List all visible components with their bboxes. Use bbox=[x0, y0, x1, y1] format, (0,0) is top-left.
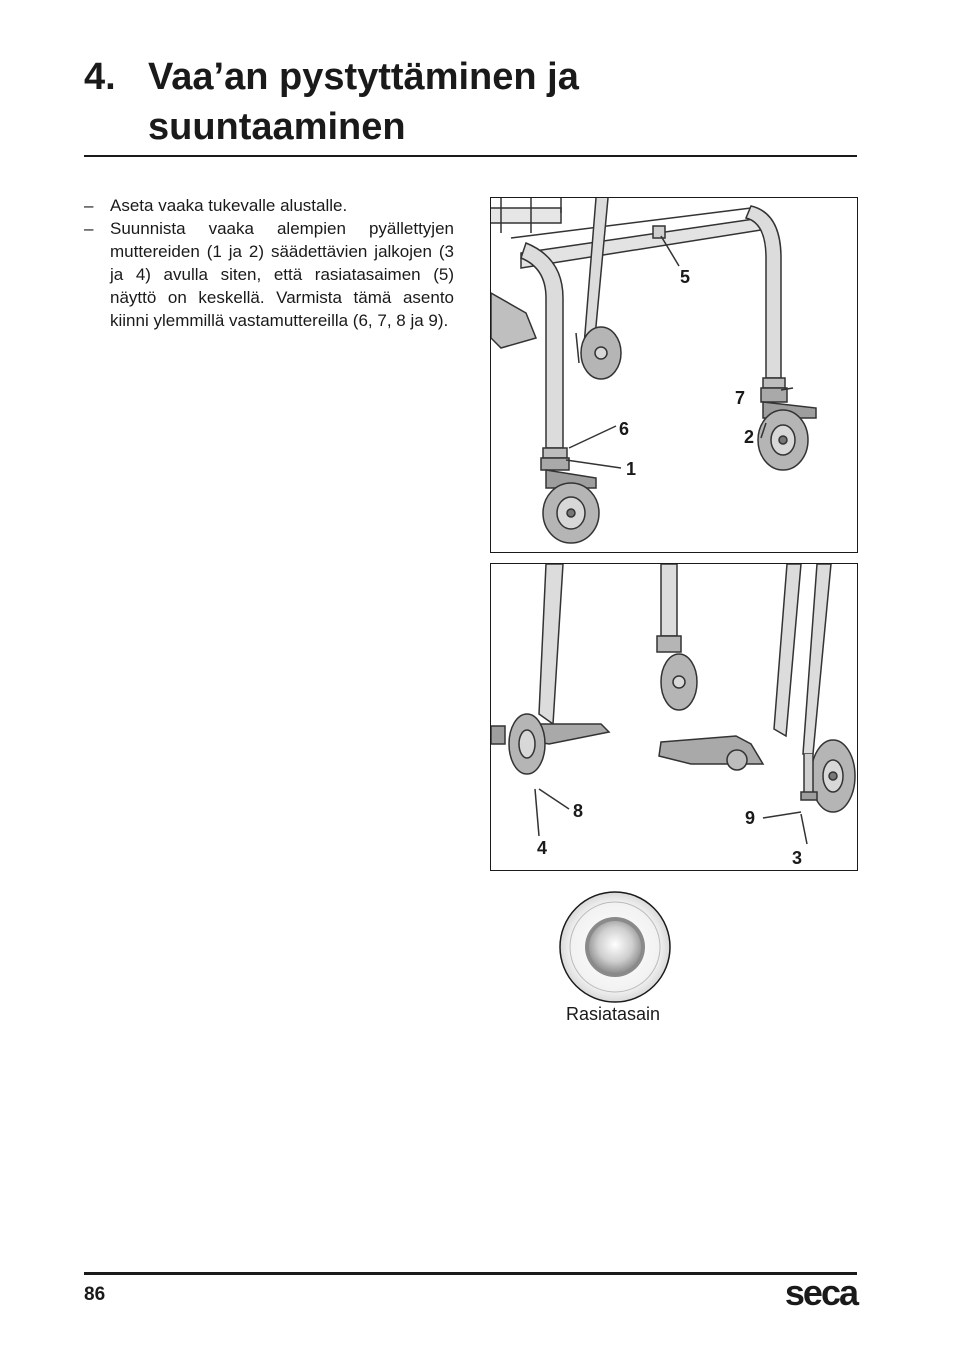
bubble-level-icon bbox=[556, 888, 674, 1006]
section-title: Vaa’an pystyttäminen ja suuntaaminen bbox=[148, 56, 579, 148]
instruction-list bbox=[84, 194, 454, 332]
list-marker: – bbox=[84, 219, 94, 238]
section-number: 4. bbox=[84, 56, 116, 98]
callout-1: 1 bbox=[626, 459, 637, 479]
frame-casters-illustration bbox=[491, 198, 857, 552]
brand-logo: seca bbox=[784, 1272, 857, 1313]
list-marker: – bbox=[84, 196, 94, 215]
callout-5: 5 bbox=[680, 267, 691, 287]
callout-6: 6 bbox=[619, 419, 630, 439]
footplates-feet-illustration bbox=[491, 564, 857, 870]
callout-3: 3 bbox=[792, 848, 803, 868]
callout-8: 8 bbox=[573, 801, 584, 821]
callout-7: 7 bbox=[735, 388, 746, 408]
page-number: 86 bbox=[84, 1284, 106, 1305]
callout-9: 9 bbox=[745, 808, 756, 828]
footer-rule bbox=[84, 1272, 857, 1275]
figure-footplates-feet bbox=[490, 563, 858, 871]
instruction-item bbox=[84, 217, 454, 332]
heading-rule bbox=[84, 155, 857, 157]
figure-frame-casters bbox=[490, 197, 858, 553]
callout-2: 2 bbox=[744, 427, 755, 447]
instruction-text: Aseta vaaka tukevalle alustalle. bbox=[110, 196, 348, 215]
instruction-item bbox=[84, 194, 454, 217]
instruction-text: Suunnista vaaka alempien pyällettyjen muttereiden (1 ja 2) säädettävien jalkojen (3 ja 4) avulla siten, että rasiatasaimen (5) näyttö on keskellä. Varmista tämä asento kiinni ylemmillä vastamuttereilla (6, 7, 8 ja 9). bbox=[110, 219, 454, 330]
callout-4: 4 bbox=[537, 838, 548, 858]
level-caption: Rasiatasain bbox=[565, 1004, 661, 1024]
